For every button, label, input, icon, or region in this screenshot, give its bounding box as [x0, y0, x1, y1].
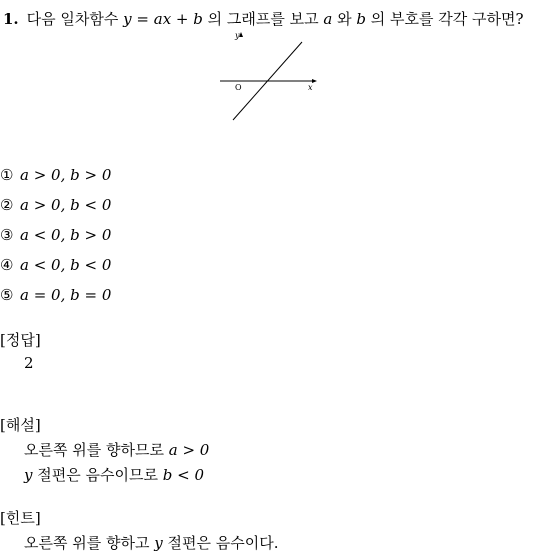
choice-1[interactable]	[0, 166, 111, 184]
answer-label: [정답]	[0, 331, 41, 349]
choice-mark: ③	[0, 226, 14, 244]
hint-text-before: 오른쪽 위를 향하고	[24, 534, 150, 552]
question-var-a: a	[323, 10, 333, 28]
choice-text: a = 0, b = 0	[20, 286, 112, 304]
explanation-line-1-expr: a > 0	[168, 441, 210, 459]
question-var-b: b	[356, 10, 367, 28]
explanation-line-2	[24, 464, 204, 485]
choice-text: a > 0, b < 0	[20, 196, 112, 214]
function-graph	[215, 30, 320, 125]
explanation-line-2-text: 절편은 음수이므로	[37, 466, 158, 484]
hint-var: y	[154, 534, 163, 552]
choice-4[interactable]	[0, 256, 111, 274]
choice-mark: ②	[0, 196, 14, 214]
choice-mark: ④	[0, 256, 14, 274]
choice-3[interactable]	[0, 226, 111, 244]
question-text-middle: 의 그래프를 보고	[207, 10, 319, 28]
hint-line	[24, 532, 278, 553]
explanation-line-1-text: 오른쪽 위를 향하므로	[24, 441, 164, 459]
question-text-before: 다음 일차함수	[26, 10, 119, 28]
hint-text-after: 절편은 음수이다.	[167, 534, 279, 552]
choice-mark: ①	[0, 166, 14, 184]
question-number: 1.	[3, 10, 19, 28]
choice-text: a < 0, b > 0	[20, 226, 112, 244]
choice-mark: ⑤	[0, 286, 14, 304]
hint-label: [힌트]	[0, 509, 41, 527]
y-axis-label: y	[235, 31, 240, 40]
y-axis-arrowhead	[239, 32, 243, 37]
explanation-line-1	[24, 439, 209, 460]
choice-text: a < 0, b < 0	[20, 256, 112, 274]
explanation-line-2-expr: b < 0	[162, 466, 204, 484]
question-text-wa: 와	[337, 10, 352, 28]
origin-label: O	[235, 83, 242, 92]
explanation-line-2-var: y	[24, 466, 33, 484]
question-title	[3, 8, 524, 29]
x-axis-arrowhead	[312, 79, 317, 83]
x-axis-label: x	[308, 83, 313, 92]
choice-2[interactable]	[0, 196, 111, 214]
question-text-after: 의 부호를 각각 구하면?	[370, 10, 524, 28]
question-equation: y = ax + b	[123, 10, 203, 28]
answer-value: 2	[24, 354, 34, 372]
choice-5[interactable]	[0, 286, 111, 304]
choice-text: a > 0, b > 0	[20, 166, 112, 184]
explanation-label: [해설]	[0, 416, 41, 434]
